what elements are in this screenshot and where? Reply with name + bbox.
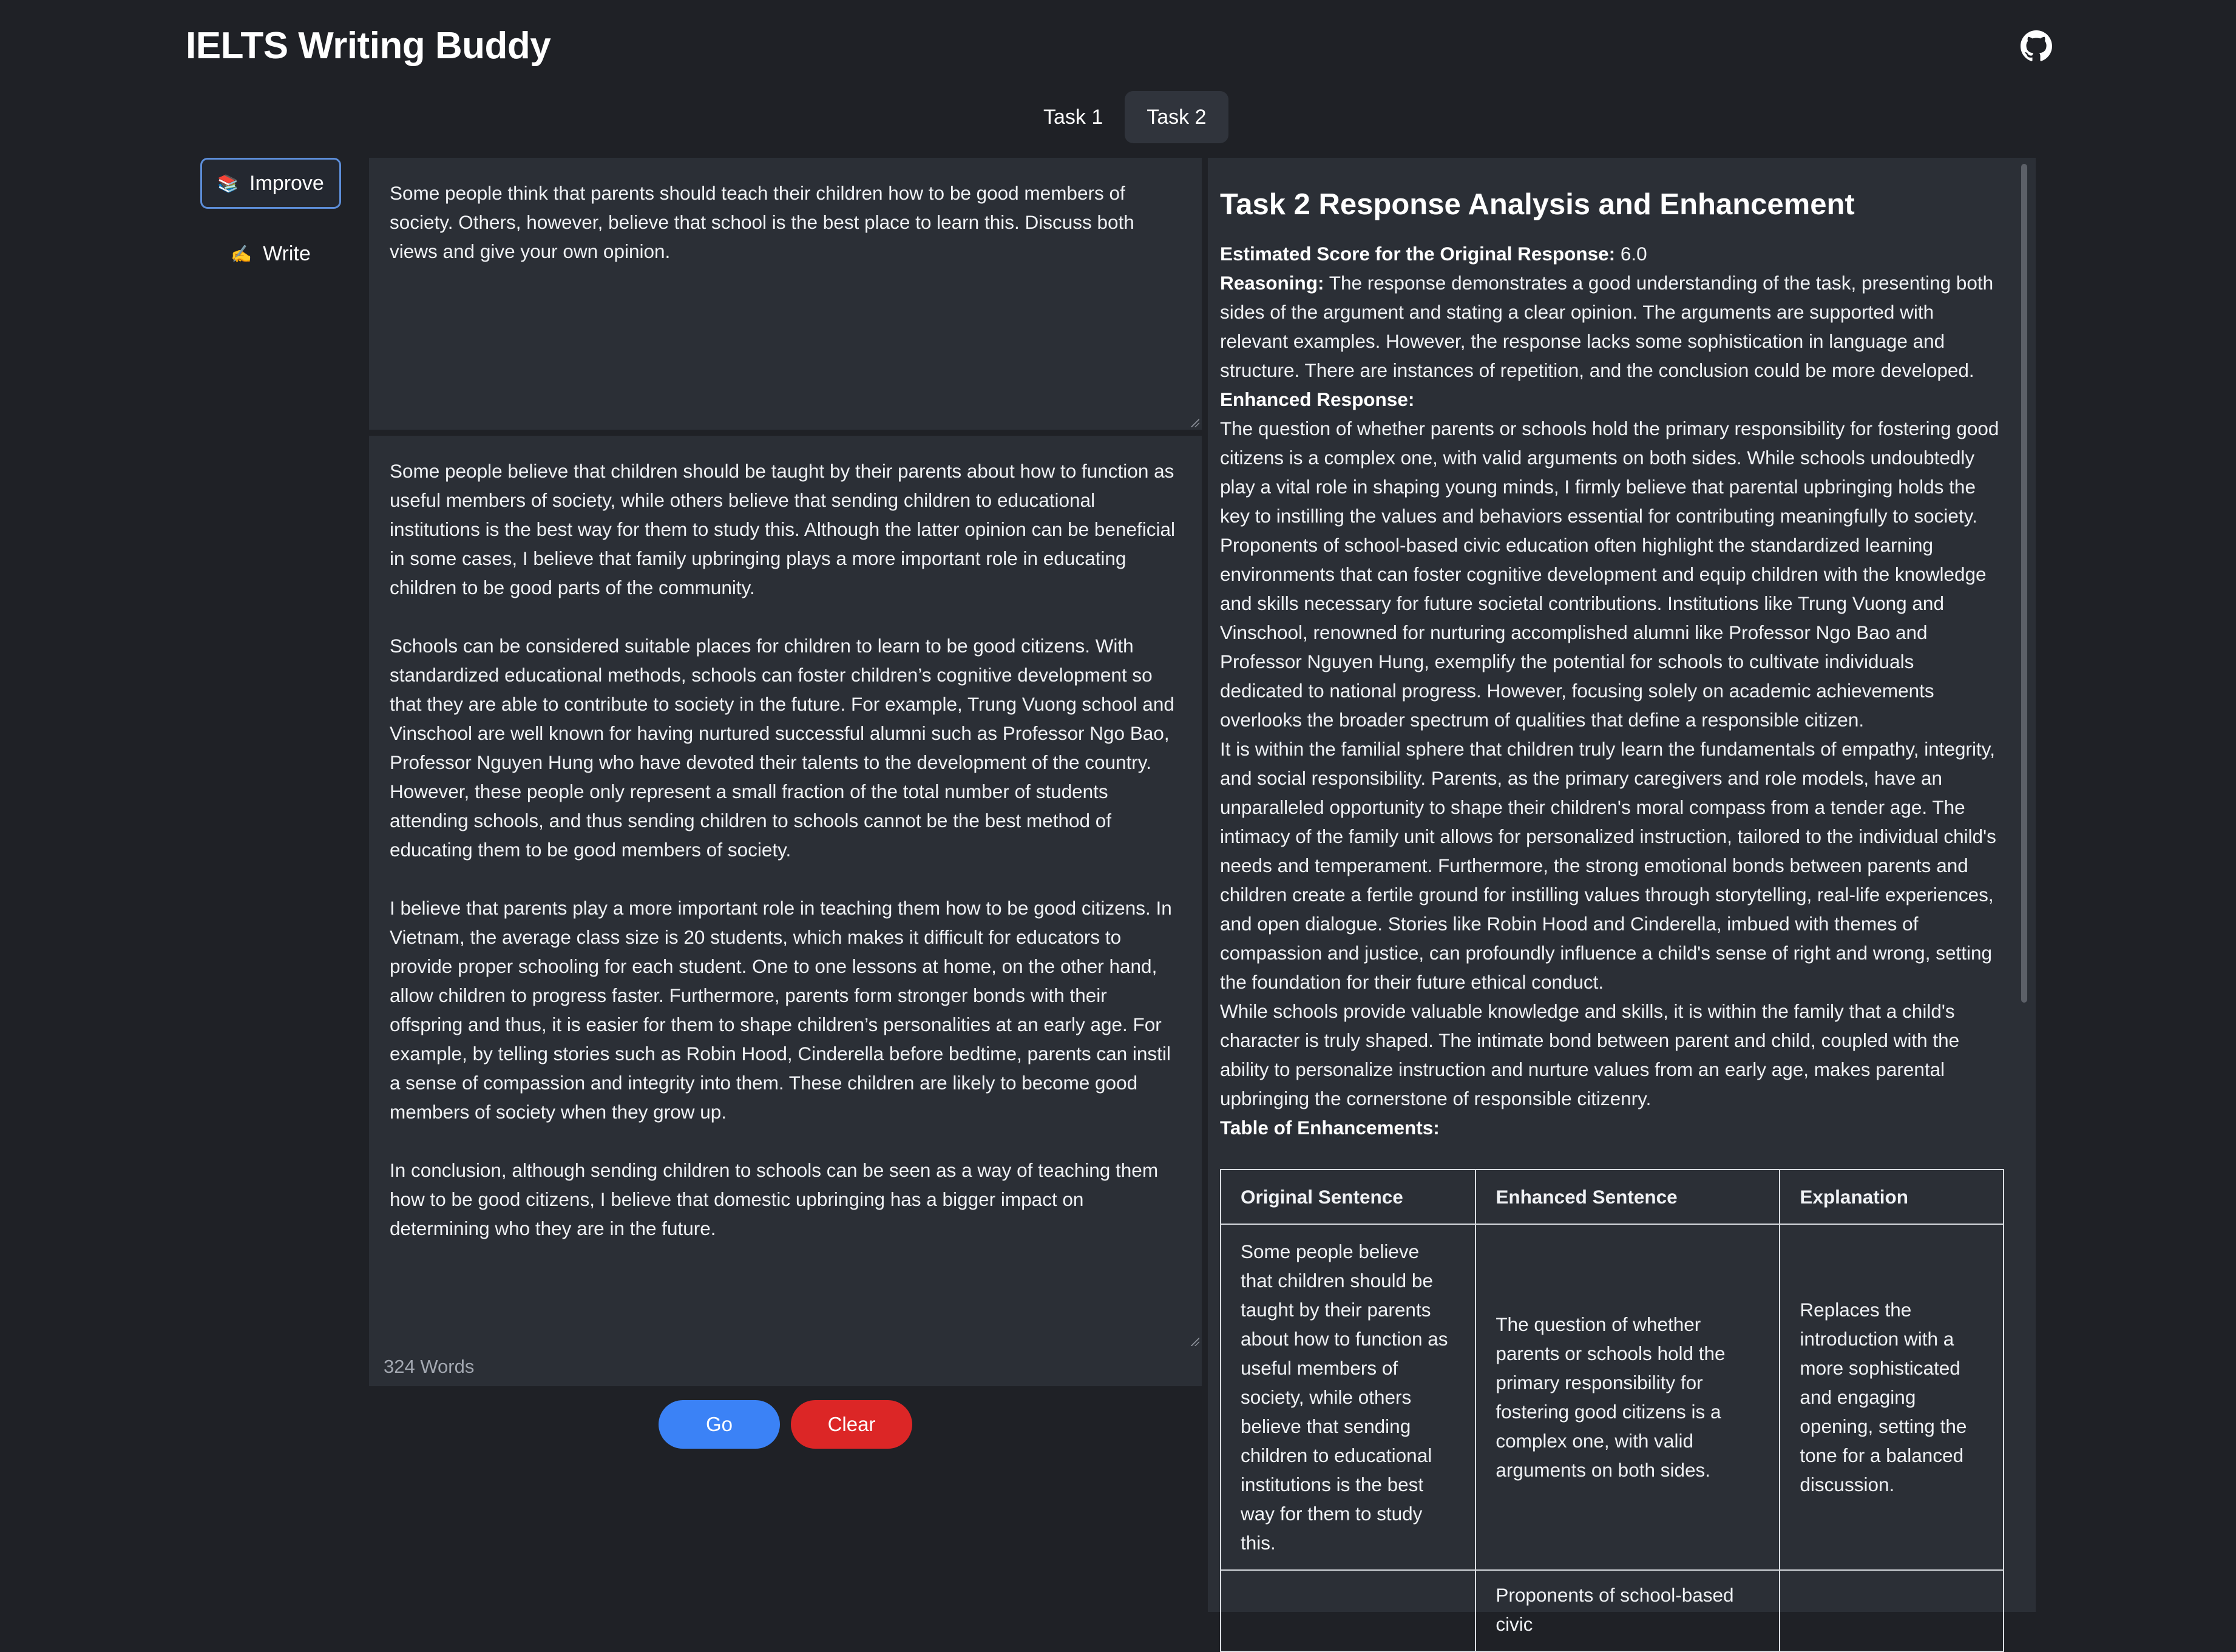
scrollbar[interactable] <box>2021 164 2027 1003</box>
word-count: 324 Words <box>384 1356 475 1377</box>
essay-textarea[interactable] <box>369 436 1202 1386</box>
essay-text: Some people believe that children should be taught by their parents about how to function as useful members of society, while others believe that sending children to educational institutions is the best way for them to study this. Although the latter opinion can be beneficial in some cases, I believe that family upbringing plays a more important role in educating children to be good parts of the community. Schools can be considered suitable places for children to learn to be good citizens. With standardized educational methods, schools can foster children’s cognitive development so that they are able to contribute to society in the future. For example, Trung Vuong school and Vinschool are well known for having nurtured successful alumni such as Professor Ngo Bao, Professor Nguyen Hung who have devoted their talents to the development of the country. However, these people only represent a small fraction of the total number of students attending schools, and thus sending children to schools cannot be the best method of educating them to be good members of society. I believe that parents play a more important role in teaching them how to be good citizens. In Vietnam, the average class size is 20 students, which makes it difficult for educators to provide proper schooling for each student. One to one lessons at home, on the other hand, allow children to progress faster. Furthermore, parents form stronger bonds with their offspring and thus, it is easier for them to shape children’s personalities at an early age. For example, by telling stories such as Robin Hood, Cinderella before bedtime, parents can instil a sense of compassion and integrity into them. These children are likely to become good members of society when they grow up. In conclusion, although sending children to schools can be seen as a way of teaching them how to be good citizens, I believe that domestic upbringing has a bigger impact on determining who they are in the future. <box>390 460 1176 1239</box>
go-button[interactable]: Go <box>659 1400 780 1449</box>
table-cell-original <box>1221 1570 1475 1651</box>
sidebar-item-label: Write <box>263 242 311 265</box>
sidebar <box>200 158 341 279</box>
action-buttons <box>659 1400 912 1449</box>
score-label: Estimated Score for the Original Response: <box>1220 243 1616 265</box>
score-line <box>1220 239 1999 268</box>
writing-hand-icon: ✍️ <box>231 244 252 263</box>
table-row <box>1221 1570 2004 1651</box>
resize-handle[interactable] <box>1191 419 1199 427</box>
sidebar-item-label: Improve <box>249 171 324 195</box>
result-title: Task 2 Response Analysis and Enhancement <box>1220 188 1855 221</box>
column-header: Original Sentence <box>1221 1170 1475 1224</box>
enhanced-paragraph: The question of whether parents or schools hold the primary responsibility for fostering good citizens is a complex one, with valid arguments on both sides. While schools undoubtedly play a vital role in shaping young minds, I firmly believe that parental upbringing holds the key to instilling the values and behaviors essential for contributing meaningfully to society. <box>1220 418 1999 527</box>
table-cell-enhanced: The question of whether parents or schools hold the primary responsibility for fostering good citizens is a complex one, with valid arguments on both sides. <box>1475 1224 1780 1570</box>
enhanced-label-line <box>1220 385 1999 414</box>
result-content <box>1220 187 1999 1652</box>
column-header: Enhanced Sentence <box>1475 1170 1780 1224</box>
table-cell-explanation <box>1780 1570 2004 1651</box>
enhanced-label: Enhanced Response: <box>1220 388 1415 410</box>
sidebar-item-improve[interactable] <box>200 158 341 209</box>
table-label-line <box>1220 1113 1999 1142</box>
enhancements-table <box>1220 1169 2004 1652</box>
clear-button[interactable]: Clear <box>791 1400 912 1449</box>
score-value: 6.0 <box>1615 243 1647 265</box>
enhanced-paragraph: While schools provide valuable knowledge and skills, it is within the family that a child's character is truly shaped. The intimate bond between parent and child, coupled with the ability to personalize instruction and nurture values from an early age, makes parental upbringing the cornerstone of responsible citizenry. <box>1220 1000 1960 1109</box>
tab-task-1[interactable]: Task 1 <box>1043 105 1103 129</box>
result-panel[interactable] <box>1208 158 2036 1635</box>
reasoning-text: The response demonstrates a good understanding of the task, presenting both sides of the argument and stating a clear opinion. The arguments are supported with relevant examples. However, the response lacks some sophistication in language and structure. There are instances of repetition, and the conclusion could be more developed. <box>1220 272 1994 381</box>
question-textarea[interactable] <box>369 158 1202 430</box>
question-text: Some people think that parents should teach their children how to be good members of society. Others, however, believe that school is the best place to learn this. Discuss both views and give your own opinion. <box>390 182 1140 262</box>
table-header-row <box>1221 1170 2004 1224</box>
table-label: Table of Enhancements: <box>1220 1117 1440 1139</box>
enhanced-paragraph: It is within the familial sphere that children truly learn the fundamentals of empathy, integrity, and social responsibility. Parents, as the primary caregivers and role models, have an unparalleled opportunity to shape their children's moral compass from a tender age. The intimacy of the family unit allows for personalized instruction, tailored to the individual child's needs and temperament. Furthermore, the strong emotional bonds between parents and children create a fertile ground for instilling values through storytelling, real-life experiences, and open dialogue. Stories like Robin Hood and Cinderella, imbued with themes of compassion and justice, can profoundly influence a child's sense of right and wrong, setting the foundation for their future ethical conduct. <box>1220 738 1996 993</box>
sidebar-item-write[interactable] <box>200 228 341 279</box>
github-icon[interactable] <box>2021 30 2052 62</box>
reasoning-line <box>1220 268 1999 385</box>
reasoning-label: Reasoning: <box>1220 272 1324 294</box>
tab-task-2[interactable]: Task 2 <box>1125 91 1228 143</box>
table-row <box>1221 1224 2004 1570</box>
app-title: IELTS Writing Buddy <box>186 25 551 67</box>
enhanced-paragraph: Proponents of school-based civic education often highlight the standardized learning environments that can foster cognitive development and equip children with the knowledge and skills necessary for future societal contributions. Institutions like Trung Vuong and Vinschool, renowned for nurturing accomplished alumni like Professor Ngo Bao and Professor Nguyen Hung, exemplify the potential for schools to cultivate individuals dedicated to national progress. However, focusing solely on academic achievements overlooks the broader spectrum of qualities that define a responsible citizen. <box>1220 534 1987 731</box>
task-tabs <box>1021 91 1228 143</box>
resize-handle[interactable] <box>1191 1338 1199 1346</box>
column-header: Explanation <box>1780 1170 2004 1224</box>
table-cell-original: Some people believe that children should be taught by their parents about how to function as useful members of society, while others believe that sending children to educational institutions is the best way for them to study this. <box>1221 1224 1475 1570</box>
books-icon: 📚 <box>217 174 239 193</box>
table-cell-explanation: Replaces the introduction with a more sophisticated and engaging opening, setting the tone for a balanced discussion. <box>1780 1224 2004 1570</box>
table-cell-enhanced: Proponents of school-based civic <box>1475 1570 1780 1651</box>
